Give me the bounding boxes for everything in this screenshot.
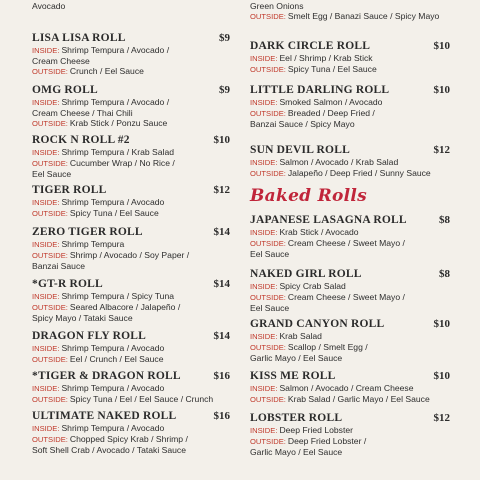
ingredient-line (250, 342, 450, 353)
inside-label: INSIDE: (32, 46, 60, 55)
ingredient-text: Banzai Sauce / Spicy Mayo (250, 119, 355, 130)
outside-label: OUTSIDE: (32, 395, 68, 405)
ingredient-text: Eel Sauce (250, 249, 290, 260)
item-name: *TIGER & DRAGON ROLL (32, 370, 181, 382)
menu-item (250, 412, 450, 458)
menu-item (32, 184, 230, 219)
inside-label: INSIDE: (32, 98, 60, 107)
item-price: $8 (439, 268, 450, 280)
ingredient-line (32, 239, 230, 250)
menu-item (250, 84, 450, 130)
ingredient-line (32, 261, 230, 271)
ingredient-text: Cream Cheese (32, 56, 90, 67)
ingredient-text: Shrimp Tempura / Spicy Tuna (61, 291, 175, 301)
outside-label: OUTSIDE: (32, 251, 68, 261)
inside-label: INSIDE: (250, 426, 278, 435)
ingredient-text: Garlic Mayo / Eel Sauce (250, 447, 343, 458)
ingredient-line (32, 291, 230, 302)
item-price: $8 (439, 214, 450, 226)
ingredient-line (32, 108, 230, 118)
outside-label: OUTSIDE: (250, 395, 286, 405)
item-price: $10 (433, 318, 450, 330)
ingredient-line (250, 157, 450, 168)
ingredient-text: Shrimp Tempura / Avocado (61, 197, 165, 207)
ingredient-text: Smelt Egg / Banazi Sauce / Spicy Mayo (287, 11, 440, 22)
inside-label: INSIDE: (32, 344, 60, 353)
ingredient-line (250, 303, 450, 313)
ingredient-line (250, 447, 450, 457)
outside-label: OUTSIDE: (250, 65, 286, 75)
ingredient-line (32, 208, 230, 219)
ingredient-line (250, 394, 450, 405)
inside-label: INSIDE: (32, 148, 60, 157)
ingredient-line (32, 56, 230, 66)
item-name: ULTIMATE NAKED ROLL (32, 410, 177, 422)
ingredient-line (250, 353, 450, 363)
inside-label: INSIDE: (32, 424, 60, 433)
ingredient-text: Garlic Mayo / Eel Sauce (250, 353, 343, 364)
menu-item (250, 0, 450, 23)
menu-item (250, 370, 450, 405)
inside-label: INSIDE: (250, 228, 278, 237)
ingredient-text: Eel Sauce (32, 169, 72, 180)
ingredient-text: Krab Stick / Avocado (279, 227, 359, 237)
ingredient-text: Green Onions (250, 1, 304, 12)
menu-item (32, 410, 230, 456)
outside-label: OUTSIDE: (32, 209, 68, 219)
outside-label: OUTSIDE: (250, 169, 286, 179)
item-price: $10 (213, 134, 230, 146)
ingredient-text: Shrimp Tempura / Avocado / (61, 97, 170, 107)
ingredient-line (32, 394, 230, 405)
ingredient-text: Shrimp / Avocado / Soy Paper / (69, 250, 190, 261)
item-name: *GT-R ROLL (32, 278, 103, 290)
item-name: LISA LISA ROLL (32, 32, 126, 44)
ingredient-line (250, 64, 450, 75)
ingredient-line (250, 53, 450, 64)
menu-item (32, 32, 230, 78)
menu-item (250, 214, 450, 260)
ingredient-line (32, 158, 230, 169)
ingredient-text: Krab Salad / Garlic Mayo / Eel Sauce (287, 394, 430, 405)
menu-item (250, 268, 450, 314)
item-name: LITTLE DARLING ROLL (250, 84, 390, 96)
ingredient-line (250, 425, 450, 436)
outside-label: OUTSIDE: (32, 67, 68, 77)
item-name: DRAGON FLY ROLL (32, 330, 146, 342)
ingredient-line (250, 119, 450, 129)
ingredient-line (250, 436, 450, 447)
ingredient-line (250, 383, 450, 394)
item-price: $10 (433, 84, 450, 96)
ingredient-text: Cream Cheese / Sweet Mayo / (287, 292, 405, 303)
inside-label: INSIDE: (32, 198, 60, 207)
inside-label: INSIDE: (250, 158, 278, 167)
ingredient-line (32, 423, 230, 434)
ingredient-line (250, 238, 450, 249)
ingredient-line (32, 313, 230, 323)
item-name: ZERO TIGER ROLL (32, 226, 143, 238)
ingredient-line (32, 197, 230, 208)
menu-item (32, 278, 230, 324)
inside-label: INSIDE: (32, 292, 60, 301)
ingredient-text: Spicy Tuna / Eel / Eel Sauce / Crunch (69, 394, 214, 405)
menu-item (32, 84, 230, 130)
item-name: SUN DEVIL ROLL (250, 144, 350, 156)
ingredient-line (32, 45, 230, 56)
outside-label: OUTSIDE: (32, 355, 68, 365)
item-price: $9 (219, 84, 230, 96)
item-price: $14 (213, 226, 230, 238)
ingredient-text: Deep Fried Lobster (279, 425, 354, 435)
outside-label: OUTSIDE: (250, 12, 286, 22)
item-name: GRAND CANYON ROLL (250, 318, 385, 330)
ingredient-text: Spicy Tuna / Eel Sauce (69, 208, 159, 219)
ingredient-text: Cream Cheese / Thai Chili (32, 108, 133, 119)
ingredient-line (32, 250, 230, 261)
ingredient-line (250, 331, 450, 342)
ingredient-text: Shrimp Tempura / Avocado / (61, 45, 170, 55)
ingredient-text: Seared Albacore / Jalapeño / (69, 302, 181, 313)
item-price: $12 (433, 144, 450, 156)
inside-label: INSIDE: (250, 282, 278, 291)
ingredient-text: Shrimp Tempura / Avocado (61, 343, 165, 353)
ingredient-line (32, 118, 230, 129)
menu-item (250, 40, 450, 75)
ingredient-line (32, 302, 230, 313)
item-price: $12 (433, 412, 450, 424)
outside-label: OUTSIDE: (250, 343, 286, 353)
item-price: $14 (213, 330, 230, 342)
item-price: $9 (219, 32, 230, 44)
ingredient-line (32, 1, 230, 11)
ingredient-line (32, 445, 230, 455)
ingredient-line (250, 1, 450, 11)
outside-label: OUTSIDE: (250, 293, 286, 303)
item-price: $10 (433, 370, 450, 382)
item-name: KISS ME ROLL (250, 370, 336, 382)
item-name: TIGER ROLL (32, 184, 107, 196)
outside-label: OUTSIDE: (32, 119, 68, 129)
item-price: $16 (213, 410, 230, 422)
item-name: NAKED GIRL ROLL (250, 268, 362, 280)
ingredient-text: Scallop / Smelt Egg / (287, 342, 368, 353)
outside-label: OUTSIDE: (250, 239, 286, 249)
item-price: $10 (433, 40, 450, 52)
item-name: ROCK N ROLL #2 (32, 134, 130, 146)
ingredient-line (250, 97, 450, 108)
item-name: OMG ROLL (32, 84, 98, 96)
ingredient-text: Salmon / Avocado / Cream Cheese (279, 383, 414, 393)
item-price: $14 (213, 278, 230, 290)
ingredient-text: Eel / Crunch / Eel Sauce (69, 354, 164, 365)
ingredient-text: Deep Fried Lobster / (287, 436, 367, 447)
menu-item (32, 226, 230, 272)
menu-item (32, 0, 230, 11)
ingredient-text: Chopped Spicy Krab / Shrimp / (69, 434, 188, 445)
ingredient-text: Krab Salad (279, 331, 322, 341)
ingredient-line (32, 434, 230, 445)
ingredient-line (250, 108, 450, 119)
ingredient-text: Shrimp Tempura (61, 239, 125, 249)
ingredient-text: Jalapeño / Deep Fried / Sunny Sauce (287, 168, 431, 179)
baked-rolls-heading: Baked Rolls (250, 186, 368, 206)
ingredient-text: Shrimp Tempura / Krab Salad (61, 147, 175, 157)
menu-item (32, 330, 230, 365)
ingredient-text: Crunch / Eel Sauce (69, 66, 144, 77)
item-name: JAPANESE LASAGNA ROLL (250, 214, 407, 226)
ingredient-line (250, 11, 450, 22)
ingredient-text: Spicy Crab Salad (279, 281, 346, 291)
ingredient-text: Spicy Tuna / Eel Sauce (287, 64, 377, 75)
ingredient-line (250, 292, 450, 303)
menu-item (32, 370, 230, 405)
outside-label: OUTSIDE: (250, 109, 286, 119)
ingredient-text: Cream Cheese / Sweet Mayo / (287, 238, 405, 249)
ingredient-text: Salmon / Avocado / Krab Salad (279, 157, 399, 167)
ingredient-text: Soft Shell Crab / Avocado / Tataki Sauce (32, 445, 186, 456)
menu-item (250, 144, 450, 179)
ingredient-text: Shrimp Tempura / Avocado (61, 383, 165, 393)
ingredient-line (250, 249, 450, 259)
ingredient-text: Cucumber Wrap / No Rice / (69, 158, 175, 169)
inside-label: INSIDE: (250, 54, 278, 63)
ingredient-line (32, 147, 230, 158)
item-name: DARK CIRCLE ROLL (250, 40, 371, 52)
menu-item (250, 318, 450, 364)
ingredient-line (250, 281, 450, 292)
inside-label: INSIDE: (250, 384, 278, 393)
ingredient-text: Banzai Sauce (32, 261, 86, 272)
inside-label: INSIDE: (32, 240, 60, 249)
outside-label: OUTSIDE: (250, 437, 286, 447)
item-price: $12 (213, 184, 230, 196)
ingredient-line (32, 343, 230, 354)
ingredient-line (32, 354, 230, 365)
menu-item (32, 134, 230, 180)
ingredient-text: Avocado (32, 1, 66, 12)
outside-label: OUTSIDE: (32, 435, 68, 445)
ingredient-line (32, 97, 230, 108)
ingredient-text: Shrimp Tempura / Avocado (61, 423, 165, 433)
ingredient-text: Eel / Shrimp / Krab Stick (279, 53, 373, 63)
ingredient-line (250, 227, 450, 238)
ingredient-text: Smoked Salmon / Avocado (279, 97, 383, 107)
item-name: LOBSTER ROLL (250, 412, 343, 424)
ingredient-line (32, 169, 230, 179)
item-price: $16 (213, 370, 230, 382)
inside-label: INSIDE: (250, 98, 278, 107)
inside-label: INSIDE: (250, 332, 278, 341)
outside-label: OUTSIDE: (32, 303, 68, 313)
outside-label: OUTSIDE: (32, 159, 68, 169)
ingredient-text: Spicy Mayo / Tataki Sauce (32, 313, 133, 324)
ingredient-line (250, 168, 450, 179)
ingredient-text: Eel Sauce (250, 303, 290, 314)
inside-label: INSIDE: (32, 384, 60, 393)
ingredient-line (32, 383, 230, 394)
ingredient-line (32, 66, 230, 77)
ingredient-text: Breaded / Deep Fried / (287, 108, 375, 119)
ingredient-text: Krab Stick / Ponzu Sauce (69, 118, 168, 129)
